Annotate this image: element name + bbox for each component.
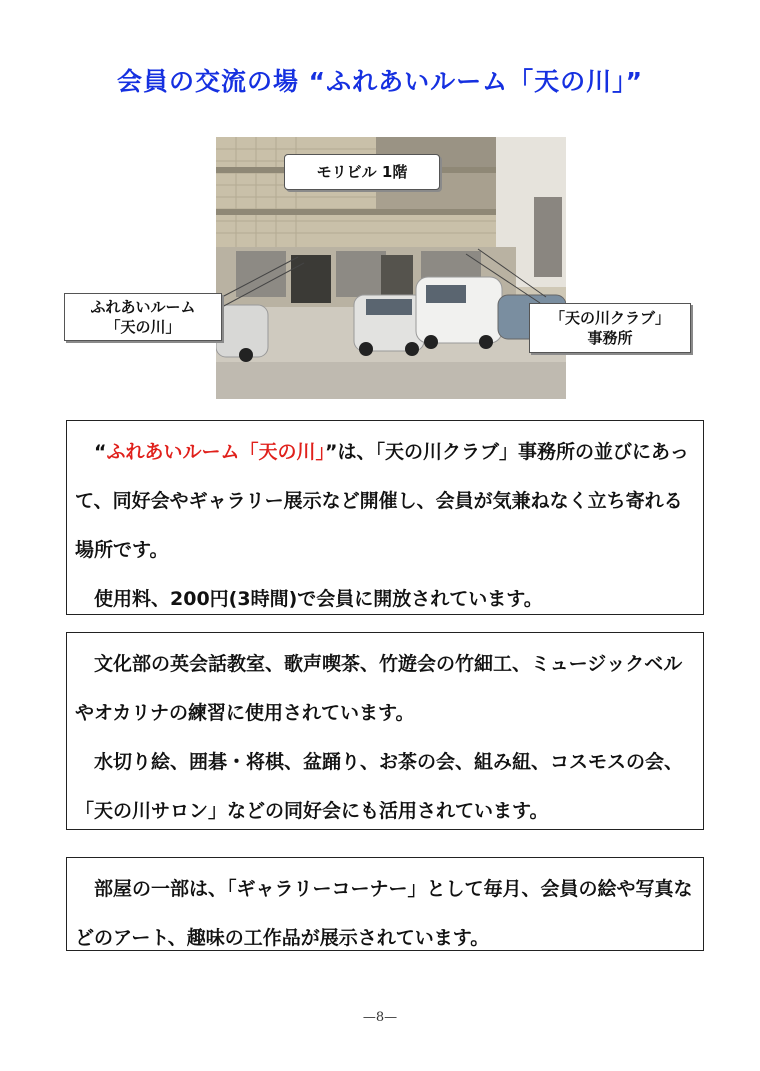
photo-label-room [64,293,222,341]
usage-paragraph-culture: 文化部の英会話教室、歌声喫茶、竹遊会の竹細工、ミュージックベルやオカリナの練習に使用されています。 [75,653,683,724]
page-title: 会員の交流の場 “ふれあいルーム「天の川」” [116,67,644,96]
photo-label-office [529,303,691,353]
photo-label-office-line2: 事務所 [587,329,633,347]
gallery-box [66,857,704,951]
intro-box [66,420,704,615]
usage-paragraph-clubs: 水切り絵、囲碁・将棋、盆踊り、お茶の会、組み紐、コスモスの会、「天の川サロン」などの同好会にも活用されています。 [75,751,684,822]
open-quote: “ [94,441,107,463]
usage-box [66,632,704,830]
photo-label-room-line1: ふれあいルーム [90,298,196,316]
intro-text: ”は、「天の川クラブ」事務所の並びにあって、同好会やギャラリー展示など開催し、会員が気兼ねなく立ち寄れる場所です。 [75,441,689,561]
photo-label-building: モリビル 1階 [284,154,440,190]
photo-label-office-line1: 「天の川クラブ」 [549,309,670,327]
fee-paragraph: 使用料、200円(3時間)で会員に開放されています。 [94,588,543,610]
photo-label-room-line2: 「天の川」 [105,318,181,336]
page-number: —8— [362,1010,398,1025]
gallery-paragraph: 部屋の一部は、「ギャラリーコーナー」として毎月、会員の絵や写真などのアート、趣味の工作品が展示されています。 [75,878,693,949]
intro-paragraph [75,428,695,575]
room-name-highlight: ふれあいルーム「天の川」 [106,441,326,463]
